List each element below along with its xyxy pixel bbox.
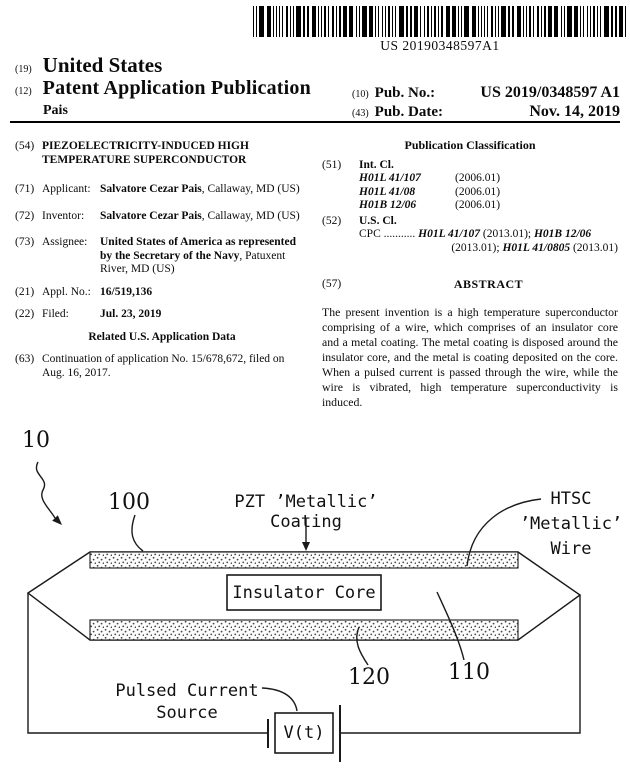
leader-ref-100 bbox=[132, 515, 143, 551]
inventor-name: Salvatore Cezar Pais bbox=[100, 209, 202, 222]
field-num-72: (72) bbox=[15, 209, 35, 222]
filed-value: Jul. 23, 2019 bbox=[100, 308, 162, 320]
cpc-label: CPC ........... bbox=[359, 228, 416, 240]
classification-right-column bbox=[322, 139, 618, 410]
inventor-value bbox=[100, 210, 309, 224]
assignee-value bbox=[100, 236, 309, 277]
related-data-heading: Related U.S. Application Data bbox=[88, 330, 236, 343]
applicant-value bbox=[100, 183, 309, 197]
classification-heading: Publication Classification bbox=[404, 138, 536, 152]
source-callout-label bbox=[103, 680, 271, 724]
patent-drawing-fig1 bbox=[0, 420, 630, 784]
cpc-line-1 bbox=[322, 228, 618, 242]
figure-ref-10: 10 bbox=[22, 428, 50, 453]
cpc-code: H01L 41/107 bbox=[418, 228, 480, 240]
barcode-text: US 20190348597A1 bbox=[380, 38, 500, 53]
inventor-surname: Pais bbox=[43, 103, 68, 118]
wire-callout-label bbox=[519, 487, 623, 562]
wire-label-line2: ’Metallic’ bbox=[519, 514, 623, 534]
kind-code-43: (43) bbox=[352, 108, 369, 119]
pub-date-value: Nov. 14, 2019 bbox=[529, 103, 620, 120]
cpc-ref: (2013.01); bbox=[451, 241, 503, 254]
field-assignee bbox=[15, 236, 309, 277]
header-divider bbox=[10, 121, 620, 123]
coating-band-top bbox=[90, 552, 518, 568]
figure-ref-100: 100 bbox=[108, 490, 150, 515]
us-cl-label: U.S. Cl. bbox=[359, 214, 397, 227]
cpc-ref: (2013.01); bbox=[482, 228, 534, 240]
applicant-label: Applicant: bbox=[42, 183, 91, 195]
wire-label-line3: Wire bbox=[550, 539, 592, 559]
kind-code-12: (12) bbox=[15, 86, 32, 97]
source-label-line1: Pulsed Current bbox=[115, 681, 259, 701]
abstract-heading: ABSTRACT bbox=[453, 277, 524, 291]
bibliographic-left-column bbox=[15, 140, 309, 380]
cpc-code: H01B 12/06 bbox=[533, 228, 592, 240]
figure-ref-120: 120 bbox=[348, 665, 390, 690]
field-num-52: (52) bbox=[322, 214, 342, 227]
int-cl-code: H01B 12/06 bbox=[359, 199, 417, 211]
cpc-code: H01L 41/0805 bbox=[502, 241, 571, 254]
assignee-rest: , Patuxent River, MD (US) bbox=[100, 249, 286, 275]
barcode-block bbox=[253, 6, 627, 54]
field-num-51: (51) bbox=[322, 158, 342, 171]
int-cl-entries bbox=[322, 172, 618, 213]
field-title bbox=[15, 140, 309, 167]
int-cl-row bbox=[322, 159, 618, 173]
coating-callout-label: PZT ’Metallic’ Coating bbox=[234, 492, 378, 532]
pub-date-label: Pub. Date: bbox=[374, 104, 443, 120]
field-num-63: (63) bbox=[15, 353, 35, 365]
field-num-71: (71) bbox=[15, 183, 35, 195]
insulator-core-label: Insulator Core bbox=[232, 582, 376, 603]
appl-no-value: 16/519,136 bbox=[100, 285, 153, 298]
field-appl-no bbox=[15, 286, 309, 300]
cpc-ref: (2013.01) bbox=[572, 241, 618, 254]
country-name: United States bbox=[42, 53, 163, 77]
int-cl-version: (2006.01) bbox=[455, 199, 501, 211]
int-cl-entry bbox=[359, 172, 618, 186]
barcode bbox=[253, 6, 627, 37]
pub-no-label: Pub. No.: bbox=[374, 85, 436, 101]
header-doc-type bbox=[15, 77, 311, 100]
assignee-label: Assignee: bbox=[42, 236, 88, 248]
field-inventor bbox=[15, 210, 309, 224]
continuation-text: Continuation of application No. 15/678,672, filed on Aug. 16, 2017. bbox=[42, 353, 285, 379]
field-num-57: (57) bbox=[322, 278, 342, 290]
pub-no-value: US 2019/0348597 A1 bbox=[480, 84, 620, 101]
field-filed bbox=[15, 308, 309, 322]
field-num-22: (22) bbox=[15, 308, 35, 320]
int-cl-version: (2006.01) bbox=[455, 185, 501, 198]
wire-label-line1: HTSC bbox=[550, 489, 592, 509]
inventor-label: Inventor: bbox=[42, 209, 85, 222]
field-num-54: (54) bbox=[15, 140, 35, 152]
abstract-heading-row bbox=[322, 278, 618, 292]
cpc-line-2 bbox=[322, 242, 618, 256]
invention-title: PIEZOELECTRICITY-INDUCED HIGH TEMPERATURE SUPERCONDUCTOR bbox=[42, 140, 249, 166]
field-num-73: (73) bbox=[15, 236, 35, 248]
field-num-21: (21) bbox=[15, 285, 35, 298]
applicant-name: Salvatore Cezar Pais bbox=[100, 183, 202, 195]
abstract-text: The present invention is a high temperature superconductor comprising of a wire, which comprises of an insulator core and a metal coating. The metal coating is disposed around the insulator core, and the metal is coating deposited on the core. When a pulsed current is passed through the wire, while the wire is vibrated, high temperature superconductivity is induced. bbox=[322, 304, 618, 409]
pub-date-row bbox=[352, 103, 620, 121]
voltage-source-label: V(t) bbox=[283, 723, 325, 743]
int-cl-label: Int. Cl. bbox=[359, 158, 394, 171]
applicant-rest: , Callaway, MD (US) bbox=[201, 183, 300, 195]
int-cl-code: H01L 41/107 bbox=[359, 172, 421, 184]
field-applicant bbox=[15, 183, 309, 197]
leader-ref-10 bbox=[36, 462, 55, 518]
us-cl-row bbox=[322, 215, 618, 229]
filed-label: Filed: bbox=[42, 308, 69, 320]
header-country bbox=[15, 53, 162, 78]
doc-type-title: Patent Application Publication bbox=[42, 77, 311, 99]
inventor-rest: , Callaway, MD (US) bbox=[201, 209, 300, 222]
arrowhead-coating bbox=[302, 542, 310, 551]
int-cl-entry bbox=[359, 186, 618, 200]
int-cl-version: (2006.01) bbox=[455, 172, 501, 184]
field-continuation bbox=[15, 353, 309, 380]
source-label-line2: Source bbox=[156, 703, 218, 723]
pub-number-row bbox=[352, 84, 620, 102]
appl-no-label: Appl. No.: bbox=[42, 285, 91, 298]
kind-code-19: (19) bbox=[15, 64, 32, 75]
assignee-name: United States of America as represented by the Secretary of the Navy bbox=[100, 236, 296, 262]
int-cl-entry bbox=[359, 199, 618, 213]
int-cl-code: H01L 41/08 bbox=[359, 185, 416, 198]
figure-ref-110: 110 bbox=[448, 660, 490, 685]
kind-code-10: (10) bbox=[352, 89, 369, 100]
